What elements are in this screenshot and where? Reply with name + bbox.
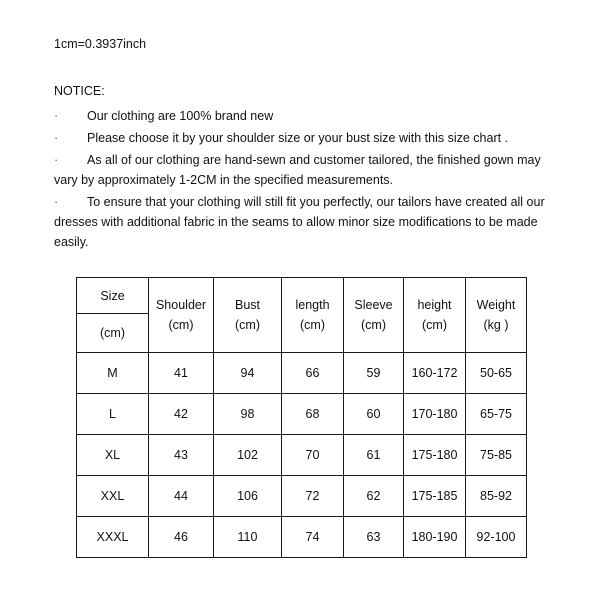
bust-cell: 98	[214, 394, 282, 435]
size-cell: XXL	[77, 476, 149, 517]
length-header-cell	[282, 278, 344, 353]
sleeve-header-cell	[344, 278, 404, 353]
table-row	[77, 353, 527, 394]
sleeve-cell: 63	[344, 517, 404, 558]
height-header-cell	[404, 278, 466, 353]
size-cell: M	[77, 353, 149, 394]
length-cell: 72	[282, 476, 344, 517]
notice-item	[54, 128, 554, 148]
shoulder-cell: 43	[149, 435, 214, 476]
bullet-mark: ·	[54, 195, 59, 209]
shoulder-header-cell	[149, 278, 214, 353]
height-cell: 175-180	[404, 435, 466, 476]
column-label: Sleeve	[354, 298, 393, 312]
height-cell: 160-172	[404, 353, 466, 394]
notice-item	[54, 192, 554, 252]
notice-list	[54, 106, 554, 254]
bullet-mark: ·	[54, 109, 59, 123]
bust-cell: 102	[214, 435, 282, 476]
column-unit: (cm)	[422, 318, 447, 332]
weight-cell: 75-85	[466, 435, 527, 476]
column-label: Bust	[234, 298, 260, 312]
length-cell: 74	[282, 517, 344, 558]
column-label: Weight	[476, 298, 516, 312]
bust-cell: 106	[214, 476, 282, 517]
weight-header-cell	[466, 278, 527, 353]
notice-title: NOTICE:	[54, 84, 105, 98]
column-label: height	[417, 298, 452, 312]
table-row	[77, 517, 527, 558]
weight-cell: 65-75	[466, 394, 527, 435]
bust-header-cell	[214, 278, 282, 353]
size-cell: XXXL	[77, 517, 149, 558]
weight-cell: 50-65	[466, 353, 527, 394]
notice-text: Our clothing are 100% brand new	[87, 109, 274, 123]
notice-text: Please choose it by your shoulder size or your bust size with this size chart .	[87, 131, 509, 145]
column-unit: (kg )	[483, 318, 509, 332]
shoulder-cell: 46	[149, 517, 214, 558]
shoulder-cell: 44	[149, 476, 214, 517]
column-unit: (cm)	[235, 318, 260, 332]
bust-cell: 110	[214, 517, 282, 558]
height-cell: 180-190	[404, 517, 466, 558]
notice-text: To ensure that your clothing will still fit you perfectly, our tailors have created all our dresses with additional fabric in the seams to allow minor size modifications to be made easily.	[54, 195, 545, 249]
size-cell: XL	[77, 435, 149, 476]
size-unit-cell: (cm)	[77, 314, 149, 353]
sleeve-cell: 59	[344, 353, 404, 394]
column-unit: (cm)	[361, 318, 386, 332]
column-label: Shoulder	[155, 298, 207, 312]
sleeve-cell: 60	[344, 394, 404, 435]
notice-item	[54, 106, 554, 126]
sleeve-cell: 61	[344, 435, 404, 476]
size-header-cell: Size	[77, 278, 149, 314]
unit-conversion: 1cm=0.3937inch	[54, 37, 147, 51]
weight-cell: 92-100	[466, 517, 527, 558]
size-chart-table	[76, 277, 527, 558]
column-unit: (cm)	[300, 318, 325, 332]
length-cell: 66	[282, 353, 344, 394]
shoulder-cell: 41	[149, 353, 214, 394]
size-cell: L	[77, 394, 149, 435]
column-label: length	[295, 298, 330, 312]
shoulder-cell: 42	[149, 394, 214, 435]
length-cell: 68	[282, 394, 344, 435]
table-row	[77, 476, 527, 517]
bullet-mark: ·	[54, 153, 59, 167]
length-cell: 70	[282, 435, 344, 476]
table-row	[77, 394, 527, 435]
table-header-row	[77, 278, 527, 314]
bust-cell: 94	[214, 353, 282, 394]
sleeve-cell: 62	[344, 476, 404, 517]
table-row	[77, 435, 527, 476]
notice-text: As all of our clothing are hand-sewn and customer tailored, the finished gown may vary by approximately 1-2CM in the specified measurements.	[54, 153, 541, 187]
notice-item	[54, 150, 554, 190]
weight-cell: 85-92	[466, 476, 527, 517]
height-cell: 175-185	[404, 476, 466, 517]
column-unit: (cm)	[168, 318, 194, 332]
bullet-mark: ·	[54, 131, 59, 145]
height-cell: 170-180	[404, 394, 466, 435]
